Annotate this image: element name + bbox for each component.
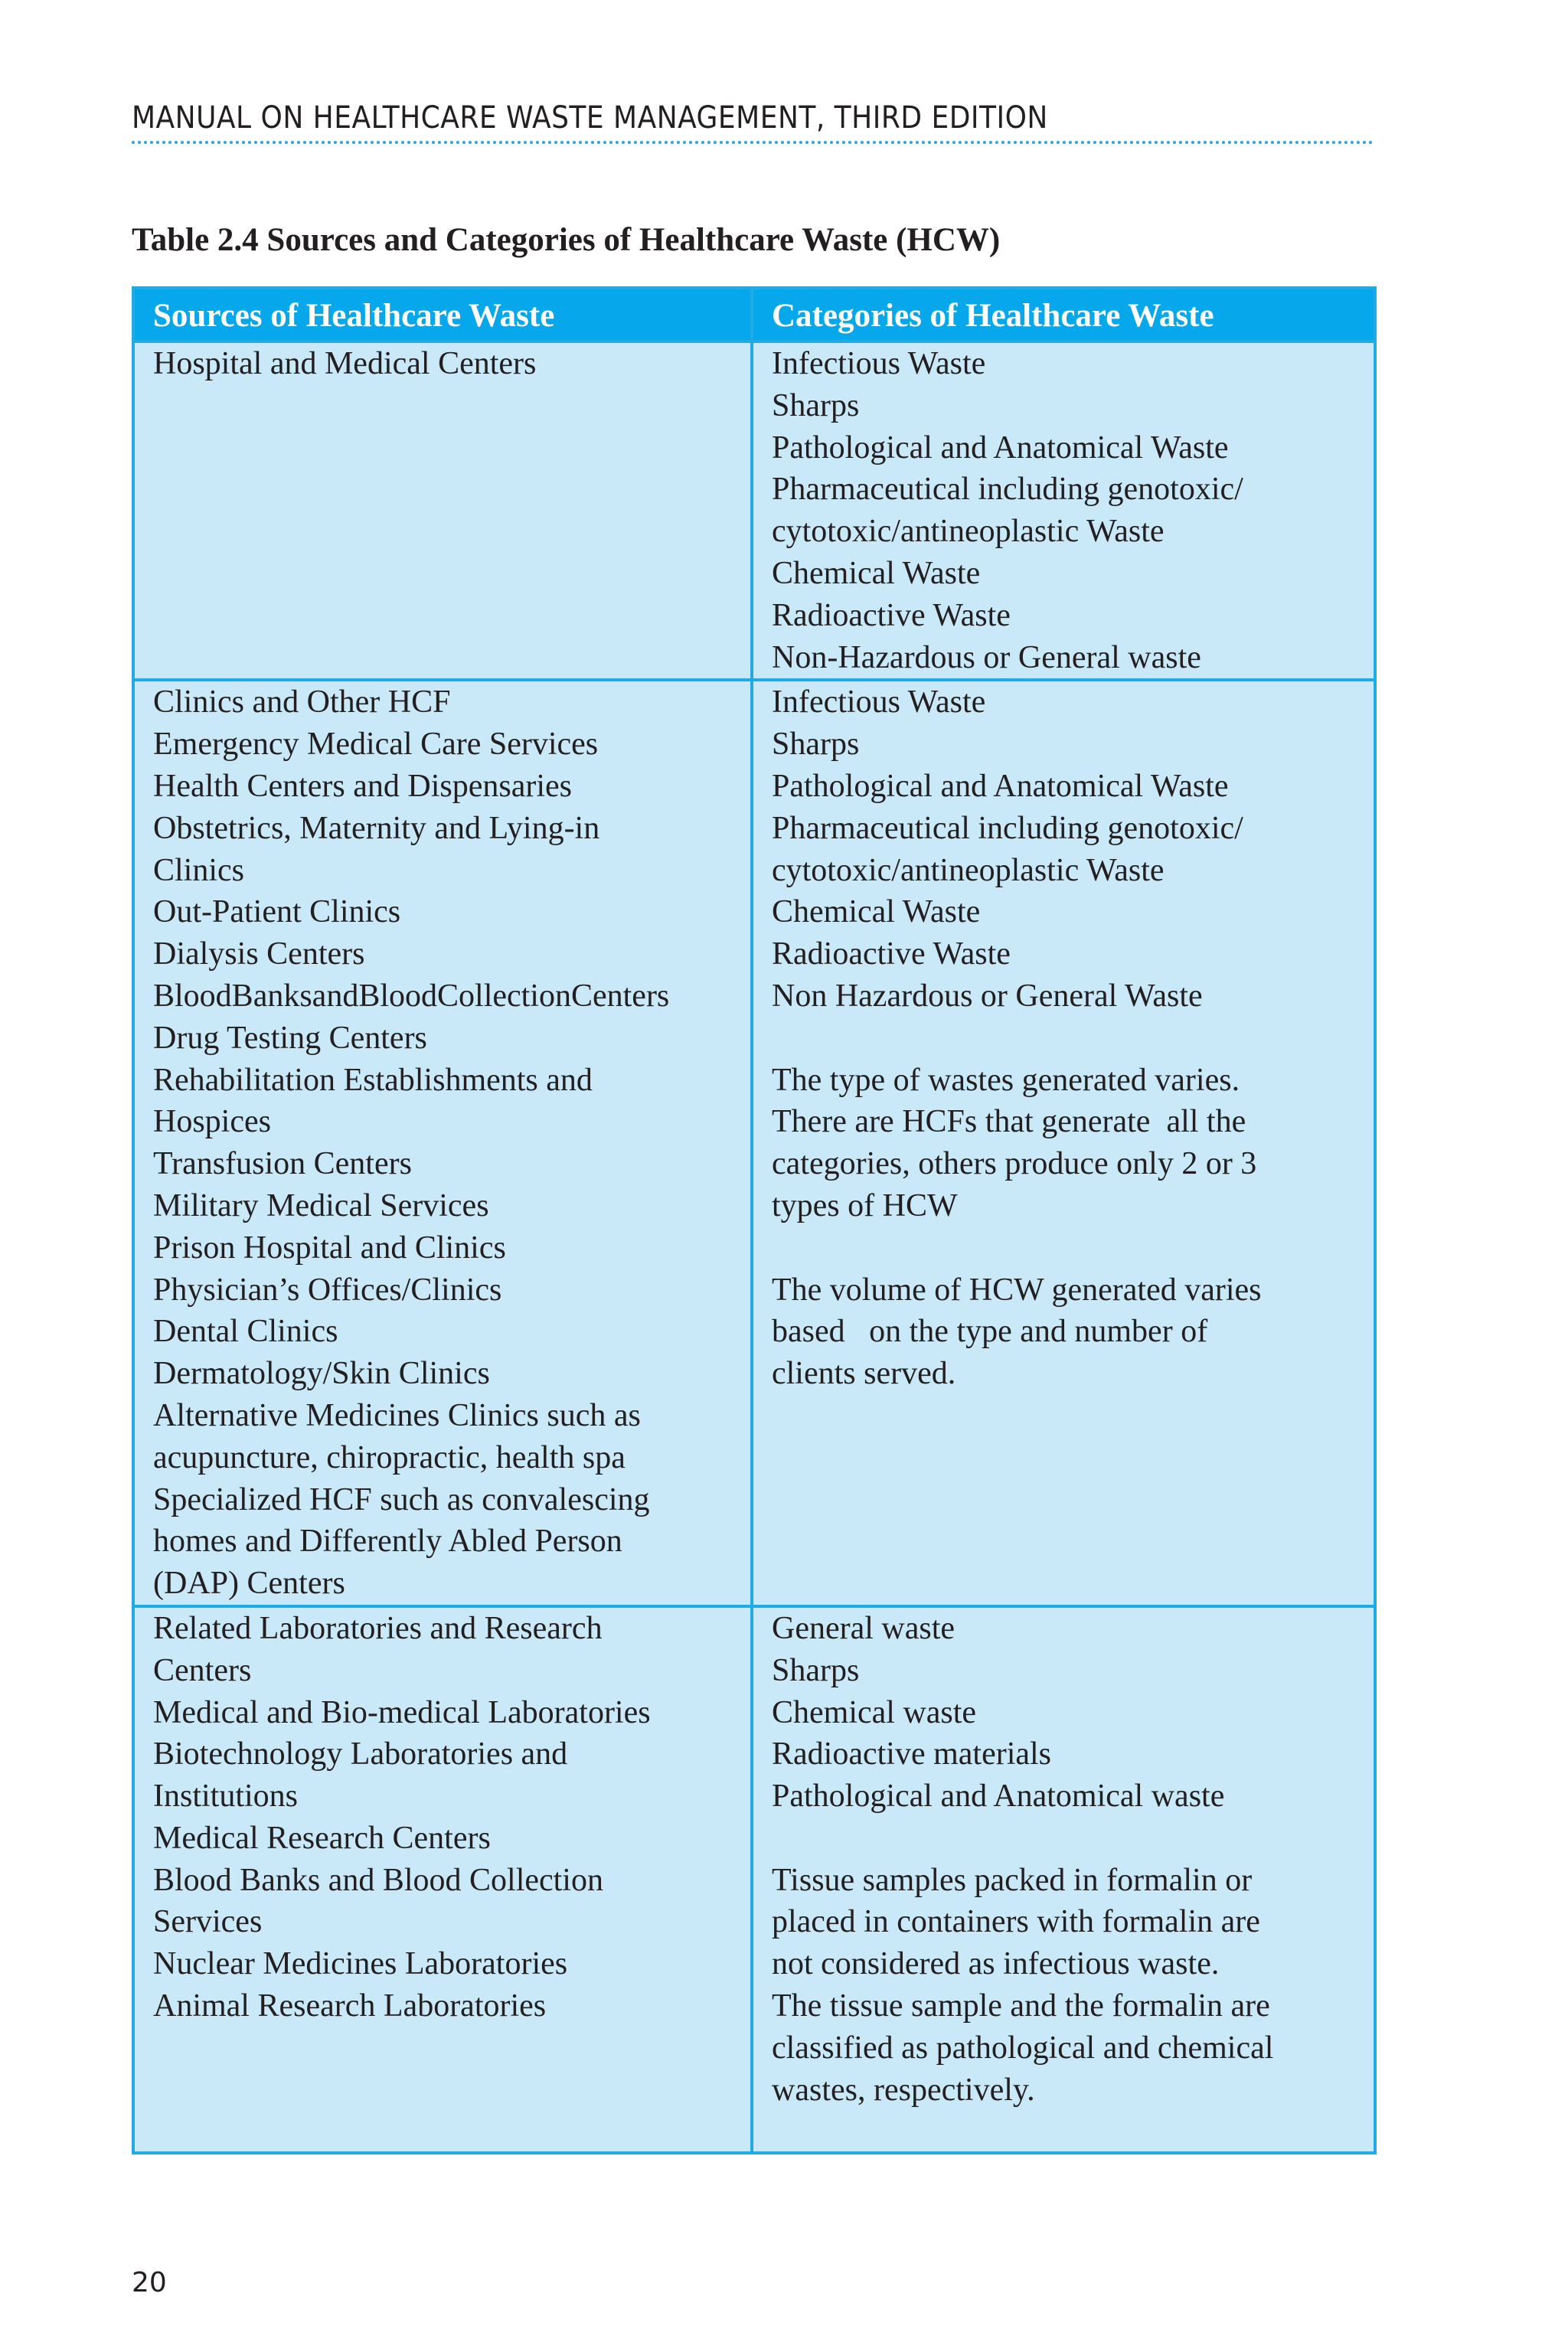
source-item: Dialysis Centers [153,936,365,972]
source-item: Dermatology/Skin Clinics [153,1356,490,1392]
category-item: Pathological and Anatomical Waste [772,430,1229,466]
header-rule [132,141,1374,144]
category-item: Infectious Waste [772,346,986,381]
source-item: Medical and Bio-medical Laboratories [153,1694,651,1730]
table-row-clinics [133,680,1375,1606]
header-categories: Categories of Healthcare Waste [752,288,1375,341]
source-item: Obstetrics, Maternity and Lying-in [153,810,600,846]
source-item: acupuncture, chiropractic, health spa [153,1439,626,1475]
category-item: General waste [772,1610,956,1646]
source-item: Out-Patient Clinics [153,894,401,930]
table-row-labs [133,1606,1375,2153]
category-item: Pathological and Anatomical Waste [772,768,1229,804]
running-header: MANUAL ON HEALTHCARE WASTE MANAGEMENT, THIRD EDITION [132,100,1048,136]
note-line: The volume of HCW generated varies [772,1272,1262,1308]
source-item: Services [153,1904,263,1940]
table-row-hospital [133,341,1375,680]
source-item: Physician’s Offices/Clinics [153,1272,502,1308]
source-item: Transfusion Centers [153,1146,412,1182]
source-item: Clinics [153,852,245,888]
source-item: Hospital and Medical Centers [153,346,537,381]
note-line: The type of wastes generated varies. [772,1062,1240,1098]
sources-cell [133,680,752,1606]
note-line: classified as pathological and chemical [772,2030,1274,2066]
source-item: Emergency Medical Care Services [153,727,599,763]
source-item: Alternative Medicines Clinics such as [153,1397,641,1433]
note-line: The tissue sample and the formalin are [772,1988,1270,2024]
category-item: Chemical Waste [772,555,981,591]
paragraph-gap [772,1227,1358,1269]
source-item: BloodBanksandBloodCollectionCenters [153,978,670,1014]
category-item: cytotoxic/antineoplastic Waste [772,514,1165,550]
note-line: Tissue samples packed in formalin or [772,1862,1253,1898]
category-item: Radioactive materials [772,1736,1052,1772]
category-item: cytotoxic/antineoplastic Waste [772,852,1165,888]
source-item: Clinics and Other HCF [153,684,451,720]
source-item: Health Centers and Dispensaries [153,768,573,804]
source-item: (DAP) Centers [153,1566,345,1602]
source-item: Dental Clinics [153,1314,338,1350]
category-item: Radioactive Waste [772,597,1011,633]
source-item: Centers [153,1652,252,1688]
paragraph-gap [772,1018,1358,1060]
category-item: Sharps [772,1652,860,1688]
page-number: 20 [132,2267,167,2298]
note-line: clients served. [772,1356,956,1392]
source-item: Prison Hospital and Clinics [153,1230,506,1266]
note-line: categories, others produce only 2 or 3 [772,1146,1257,1182]
source-item: Drug Testing Centers [153,1020,427,1056]
category-item: Chemical Waste [772,894,981,930]
source-item: Medical Research Centers [153,1820,491,1856]
note-line: based on the type and number of [772,1314,1208,1350]
category-item: Chemical waste [772,1694,977,1730]
table-title: Table 2.4 Sources and Categories of Healthcare Waste (HCW) [132,222,1001,258]
category-item: Radioactive Waste [772,936,1011,972]
source-item: Animal Research Laboratories [153,1988,547,2024]
categories-cell [752,341,1375,680]
category-item: Infectious Waste [772,684,986,720]
source-item: Biotechnology Laboratories and [153,1736,568,1772]
note-line: not considered as infectious waste. [772,1946,1220,1982]
source-item: Related Laboratories and Research [153,1610,603,1646]
source-item: Nuclear Medicines Laboratories [153,1946,568,1982]
sources-cell [133,341,752,680]
categories-cell [752,1606,1375,2153]
note-line: placed in containers with formalin are [772,1904,1260,1940]
paragraph-gap [772,1818,1358,1860]
table-header-row [133,288,1375,341]
source-item: Specialized HCF such as convalescing [153,1481,650,1517]
note-line: wastes, respectively. [772,2072,1035,2108]
category-item: Pathological and Anatomical waste [772,1779,1225,1815]
category-item: Sharps [772,727,860,763]
note-line: There are HCFs that generate all the [772,1104,1246,1140]
category-item: Pharmaceutical including genotoxic/ [772,472,1243,508]
source-item: Blood Banks and Blood Collection [153,1862,603,1898]
categories-cell [752,680,1375,1606]
source-item: Rehabilitation Establishments and [153,1062,593,1098]
note-line: types of HCW [772,1187,958,1223]
category-item: Sharps [772,387,860,423]
category-item: Non Hazardous or General Waste [772,978,1203,1014]
source-item: Hospices [153,1104,271,1140]
source-item: Military Medical Services [153,1187,489,1223]
source-item: Institutions [153,1779,299,1815]
waste-table [132,286,1377,2154]
header-sources: Sources of Healthcare Waste [133,288,752,341]
source-item: homes and Differently Abled Person [153,1524,622,1560]
category-item: Pharmaceutical including genotoxic/ [772,810,1243,846]
sources-cell [133,1606,752,2153]
category-item: Non-Hazardous or General waste [772,639,1201,675]
